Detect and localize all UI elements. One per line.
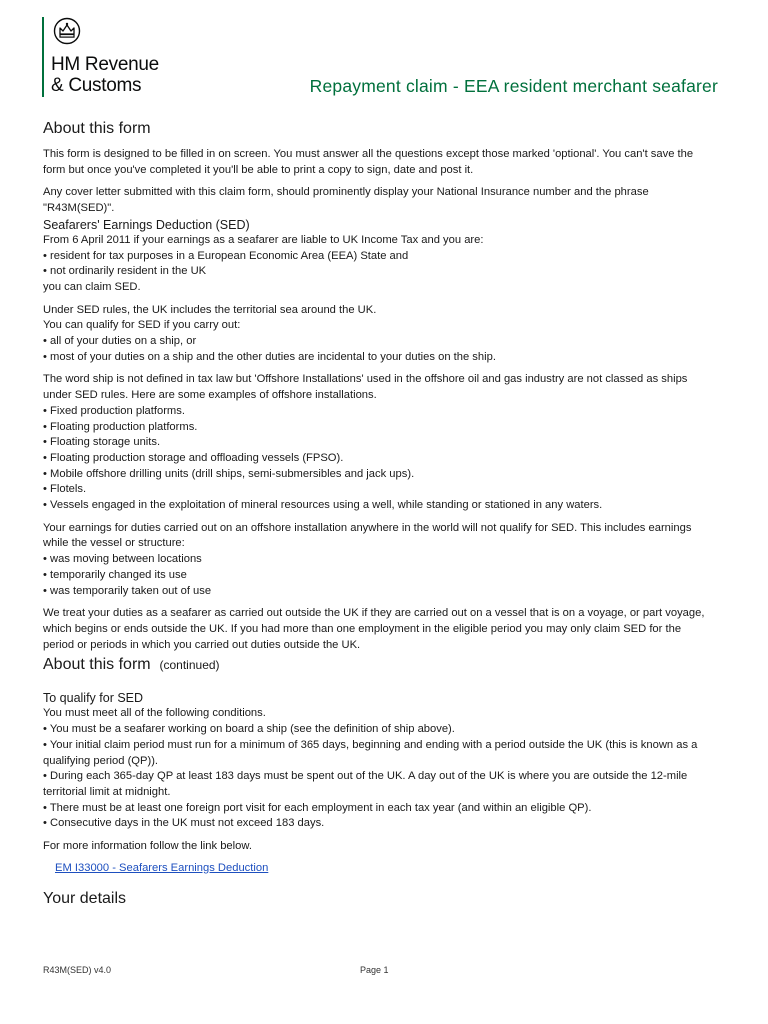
treat-line: We treat your duties as a seafarer as carried out outside the UK if they are carried out on a vessel that is on a voyage, or part voyage, [43, 607, 705, 620]
ship-line: • Flotels. [43, 483, 87, 496]
treat-line: which begins or ends outside the UK. If you had more than one employment in the eligible period you may only claim SED for the [43, 622, 682, 635]
qualify-line: qualifying period (QP)). [43, 754, 159, 767]
sed-line: • not ordinarily resident in the UK [43, 265, 207, 278]
cover-letter-line-1: Any cover letter submitted with this claim form, should prominently display your National Insurance number and the phrase [43, 186, 649, 199]
more-info-text: For more information follow the link below. [43, 840, 252, 853]
qualify-heading: To qualify for SED [43, 691, 144, 706]
form-title: Repayment claim - EEA resident merchant seafarer [309, 76, 718, 96]
rules-line: Under SED rules, the UK includes the territorial sea around the UK. [43, 303, 377, 316]
sed-line: From 6 April 2011 if your earnings as a seafarer are liable to UK Income Tax and you are: [43, 233, 484, 246]
em33000-link[interactable]: EM I33000 - Seafarers Earnings Deduction [55, 861, 269, 874]
org-name-line1: HM Revenue [51, 54, 159, 75]
earnings-line: while the vessel or structure: [43, 537, 185, 550]
intro-line-2: form but once you've completed it you'll be able to print a copy to sign, date and post it. [43, 163, 474, 176]
your-details-heading: Your details [43, 890, 127, 908]
org-name [51, 54, 159, 96]
treat-line: period or periods in which you carried out duties outside the UK. [43, 638, 361, 651]
ship-line: The word ship is not defined in tax law but 'Offshore Installations' used in the offshore oil and gas industry are not classed as ships [43, 373, 688, 386]
about-form-heading: About this form [43, 120, 151, 137]
ship-line: • Vessels engaged in the exploitation of mineral resources using a well, while standing or stationed in any waters. [43, 499, 603, 512]
form-reference: R43M(SED) v4.0 [43, 965, 112, 975]
earnings-line: • was temporarily taken out of use [43, 584, 212, 597]
ship-line: • Mobile offshore drilling units (drill ships, semi-submersibles and jack ups). [43, 467, 415, 480]
qualify-line: • You must be a seafarer working on board a ship (see the definition of ship above). [43, 723, 455, 736]
qualify-line: territorial limit at midnight. [43, 785, 171, 798]
continued-label: (continued) [159, 658, 220, 673]
hmrc-logo [42, 17, 159, 97]
royal-crest-icon [53, 17, 81, 45]
intro-line-1: This form is designed to be filled in on screen. You must answer all the questions except those marked 'optional'. You can't save the [43, 148, 694, 160]
earnings-line: Your earnings for duties carried out on an offshore installation anywhere in the world will not qualify for SED. This includes earnings [43, 521, 692, 534]
sed-line: • resident for tax purposes in a European Economic Area (EEA) State and [43, 249, 409, 262]
form-content [43, 118, 743, 910]
qualify-line: • Your initial claim period must run for a minimum of 365 days, beginning and ending with a period outside the UK (this is known as a [43, 738, 698, 751]
earnings-line: • temporarily changed its use [43, 568, 187, 581]
qualify-line: You must meet all of the following conditions. [43, 707, 266, 720]
qualify-line: • Consecutive days in the UK must not exceed 183 days. [43, 817, 325, 830]
qualify-line: • During each 365-day QP at least 183 days must be spent out of the UK. A day out of the UK is where you are outside the 12-mile [43, 770, 688, 783]
org-name-line2: & Customs [51, 75, 142, 96]
sed-heading: Seafarers' Earnings Deduction (SED) [43, 217, 250, 232]
cover-letter-line-2: "R43M(SED)". [43, 202, 115, 215]
rules-line: You can qualify for SED if you carry out: [43, 319, 241, 332]
earnings-line: • was moving between locations [43, 553, 202, 566]
qualify-line: • There must be at least one foreign port visit for each employment in each tax year (and within an eligible QP). [43, 801, 592, 814]
ship-line: • Fixed production platforms. [43, 404, 185, 417]
ship-line: • Floating production storage and offloading vessels (FPSO). [43, 451, 344, 464]
ship-line: • Floating production platforms. [43, 420, 198, 433]
about-form-continued-title: About this form [43, 656, 151, 674]
ship-line: under SED rules. Here are some examples of offshore installations. [43, 389, 377, 402]
about-form-continued-heading [43, 654, 743, 676]
page-number: Page 1 [360, 965, 389, 975]
ship-line: • Floating storage units. [43, 436, 161, 449]
rules-line: • all of your duties on a ship, or [43, 335, 197, 348]
sed-line: you can claim SED. [43, 280, 141, 293]
rules-line: • most of your duties on a ship and the other duties are incidental to your duties on the ship. [43, 350, 496, 363]
